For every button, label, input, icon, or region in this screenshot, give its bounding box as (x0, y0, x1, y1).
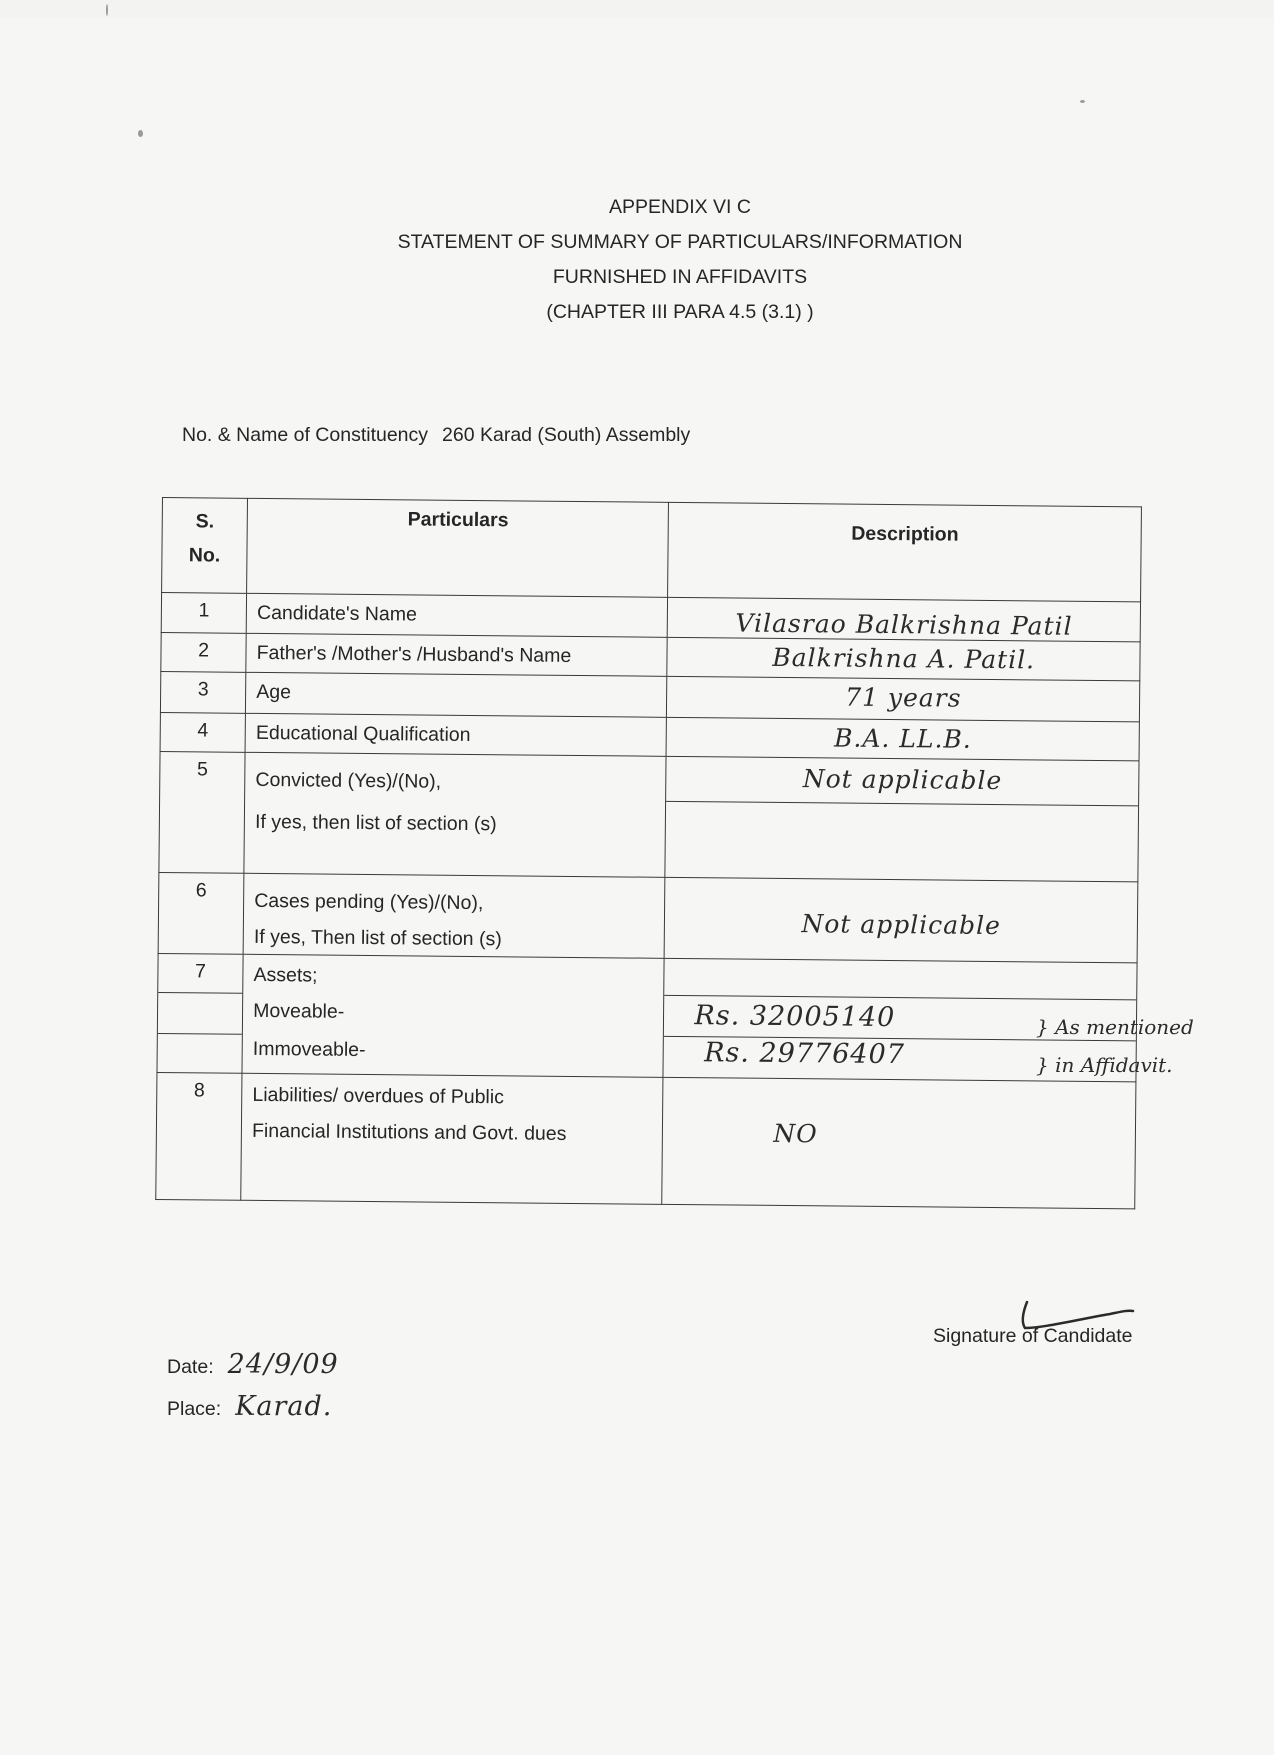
date-label: Date: (167, 1356, 214, 1378)
signature-label: Signature of Candidate (933, 1325, 1133, 1347)
col-sno-header (162, 498, 248, 594)
particulars-table (155, 497, 1142, 1209)
date-value: 24/9/09 (227, 1349, 339, 1380)
moveable-value: Rs. 32005140 (694, 1000, 896, 1034)
row-particular: Educational Qualification (255, 721, 471, 746)
row-particular: Convicted (Yes)/(No), (255, 768, 442, 793)
appendix-title: APPENDIX VI C (609, 196, 751, 218)
assets-blank (665, 959, 1137, 1000)
moveable-label: Moveable- (253, 999, 345, 1023)
row-sno: 2 (198, 639, 210, 662)
col-sno-line2: No. (188, 544, 221, 567)
date-place-block (167, 1345, 339, 1429)
cell-divider (158, 992, 243, 1034)
scan-speck (1080, 100, 1085, 103)
date-line (167, 1345, 339, 1387)
row-sno: 8 (193, 1079, 205, 1102)
statement-subtitle: FURNISHED IN AFFIDAVITS (552, 266, 808, 288)
place-line (167, 1387, 339, 1429)
assets-note-line1: } As mentioned (1036, 1015, 1194, 1039)
row-particular-line2: If yes, then list of section (s) (254, 810, 497, 836)
table-row (159, 751, 1139, 881)
age-value: 71 years (845, 682, 962, 713)
candidate-name-value: Vilasrao Balkrishna Patil (735, 608, 1073, 641)
row-particular: Age (256, 680, 292, 704)
chapter-reference: (CHAPTER III PARA 4.5 (3.1) ) (546, 301, 814, 323)
table-header-row (162, 498, 1142, 602)
row-sno: 3 (197, 678, 209, 701)
table-row (156, 1072, 1136, 1208)
assets-note (1036, 1008, 1194, 1084)
place-value: Karad. (235, 1391, 333, 1422)
row-particular: Assets; (253, 963, 318, 987)
row-sno: 5 (196, 758, 208, 781)
immoveable-label: Immoveable- (252, 1037, 366, 1061)
qualification-value: B.A. LL.B. (833, 723, 972, 754)
constituency-value: 260 Karad (South) Assembly (442, 424, 691, 446)
constituency-line (182, 424, 704, 447)
scan-speck (138, 130, 143, 137)
table-row (157, 953, 1137, 1081)
scan-speck (106, 4, 108, 16)
place-label: Place: (167, 1398, 222, 1420)
row-particular: Cases pending (Yes)/(No), (254, 889, 484, 915)
statement-title: STATEMENT OF SUMMARY OF PARTICULARS/INFORMATION (397, 231, 963, 253)
col-sno-line1: S. (195, 510, 215, 533)
convicted-value: Not applicable (802, 764, 1003, 796)
col-particulars-header: Particulars (247, 498, 669, 597)
row-particular: Candidate's Name (256, 601, 417, 626)
row-sno: 6 (195, 879, 207, 902)
col-description-header: Description (668, 502, 1141, 602)
row-particular-line2: If yes, Then list of section (s) (253, 925, 502, 951)
constituency-label: No. & Name of Constituency (182, 424, 429, 446)
row-sno: 7 (194, 960, 207, 983)
cell-divider (158, 1033, 242, 1035)
row-particular: Liabilities/ overdues of Public (252, 1083, 504, 1109)
document-header (300, 190, 1060, 330)
father-name-value: Balkrishna A. Patil. (772, 642, 1036, 675)
table-row (158, 872, 1138, 962)
row-particular: Father's /Mother's /Husband's Name (256, 641, 572, 667)
row-sno: 1 (198, 599, 210, 622)
assets-note-line2: } in Affidavit. (1036, 1053, 1173, 1077)
immoveable-value: Rs. 29776407 (704, 1037, 906, 1071)
row-particular-line2: Financial Institutions and Govt. dues (251, 1119, 567, 1145)
liabilities-value: NO (773, 1118, 818, 1149)
cases-pending-value: Not applicable (801, 909, 1002, 941)
row-sno: 4 (197, 719, 209, 742)
